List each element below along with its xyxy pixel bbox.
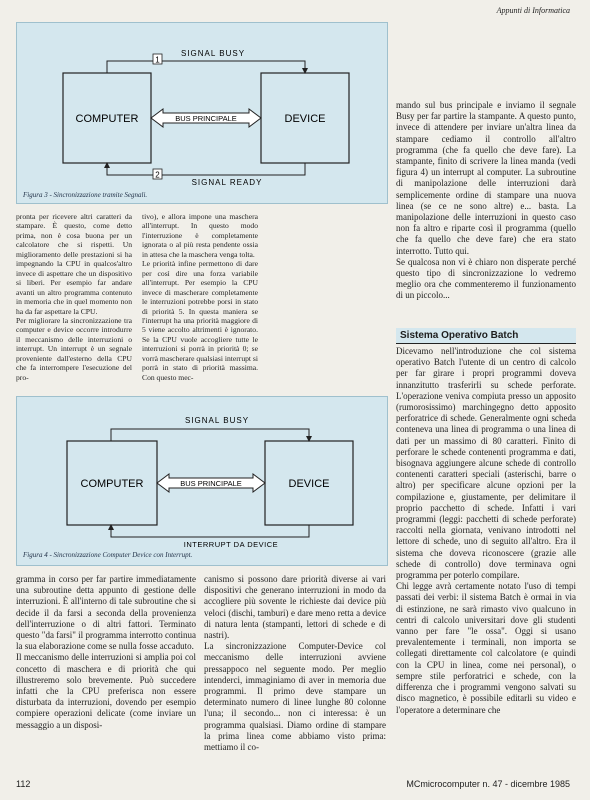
paragraph: Per migliorare la sincronizzazione tra computer e device occorre introdurre il meccanismo delle interruzioni o interrupt. Un interrupt è un segnale proveniente dall'esterno della CPU che fa interrompere l'esecuzione del pro- [16, 315, 132, 382]
busy-line [111, 429, 309, 441]
paragraph: La sincronizzazione Computer-Device col meccanismo delle interruzioni avviene pressappoco nel seguente modo. Per meglio intenderci, immaginiamo di aver in memoria due programmi. Il primo deve stampare un determinato numero di linee lunghe 80 colonne l'una; il secondo... non ci interessa: è un programma qualsiasi. Diamo ordine di stampare la prima linea come abbiamo visto prima: mettiamo il co- [204, 641, 386, 753]
device-label: DEVICE [288, 478, 330, 490]
paragraph: Il meccanismo delle interruzioni si amplia poi col concetto di maschera e di priorità che qui illustreremo solo brevemente. Può succedere infatti che la CPU preferisca non essere disturbata da interruzioni, dovendo per esempio compiere operazioni delicate (come inviare un messaggio a un disposi- [16, 652, 196, 730]
signal-ready-label: SIGNAL READY [191, 178, 263, 187]
bus-label: BUS PRINCIPALE [175, 114, 237, 123]
figure-3 [16, 22, 388, 204]
section-title: Sistema Operativo Batch [396, 328, 576, 344]
ready-line [107, 163, 305, 175]
paragraph: pronta per ricevere altri caratteri da stampare. È questo, come detto prima, non è cosa buona per un calcolatore che si rispetti. Un miglioramento delle prestazioni si ha impegnando la CPU in qualcos'altro invece di aspettare che un dispositivo si liberi. Per esempio far andare avanti un altro programma contenuto in memoria che in quel momento non ha da far aspettare la CPU. [16, 212, 132, 316]
signal-busy-label: SIGNAL BUSY [184, 416, 250, 425]
paragraph: Le priorità infine permettono di dare per così dire una forza variabile all'interrupt. Per esempio la CPU invece di mascherare completamente le interruzioni potrebbe porsi in stato di priorità 5. In questa maniera se l'interrupt ha una priorità maggiore di 5 viene accolto altrimenti è ignorato. Se la CPU vuole accogliere tutte le interruzioni si porrà in priorità 0; se vorrà mascherare qualsiasi interrupt si porrà in stato di priorità massima. Con questo mec- [142, 259, 258, 382]
computer-label: COMPUTER [75, 113, 139, 125]
column-3-upper [396, 100, 576, 302]
column-1-lower [16, 574, 196, 731]
column-1-upper [16, 212, 132, 382]
device-label: DEVICE [284, 113, 326, 125]
figure-4-diagram [17, 397, 389, 567]
paragraph: Dicevamo nell'introduzione che col sistema operativo Batch l'utente di un centro di calcolo per far girare i propri programmi doveva innanzitutto trasferirli su schede perforate. L'operazione veniva compiuta presso un apposito (rumorosissimo) marchingegno detto apposito perforatrice di schede. Generalmente ogni scheda conteneva una linea di programma o una linea di dati per un massimo di 80 caratteri. Finito di perforare le schede contenenti programma e dati, bisognava aggiungere alcune schede di controllo contenenti caratteri speciali (asterischi, barre o altro) per specificare alcune opzioni per la compilazione e, giustamente, per delimitare il proprio pacchetto di schede. Infatti i vari programmi (leggi: pacchetti di schede perforate) raccolti nella giornata, venivano introdotti nel lettore di schede, uno di seguito all'altro. Era il sistema che doveva riconoscere (grazie alle schede di controllo) dove terminava ogni programma per poterlo compilare. [396, 346, 576, 581]
interrupt-line [111, 525, 309, 537]
column-2-upper [142, 212, 258, 382]
column-3-lower [396, 346, 576, 716]
magazine-footer: MCmicrocomputer n. 47 - dicembre 1985 [406, 779, 570, 789]
marker-2: 2 [155, 170, 160, 180]
page-number: 112 [16, 779, 31, 789]
busy-line [107, 61, 305, 73]
paragraph: mando sul bus principale e inviamo il segnale Busy per far partire la stampante. A questo punto, invece di attendere per inviare un'altra linea da stampare cediamo il controllo all'altro programma (che fa quello che deve fare). La stampante, finito di scrivere la linea manda (vedi figura 4) un interrupt al computer. La subroutine di manipolazione delle interruzioni darà semplicemente ordine di stampare una nuova linea (se ce ne sono altre) e... basta. La manipolazione delle interruzioni in questo caso non fa altro e riparte così il programma (quello che fa quello che deve fare) che era stato interrotto. Tutto qui. [396, 100, 576, 256]
running-header: Appunti di Informatica [496, 6, 570, 15]
marker-1: 1 [155, 55, 160, 65]
figure-4 [16, 396, 388, 566]
figure-3-caption: Figura 3 - Sincronizzazione tramite Segnali. [23, 191, 148, 199]
paragraph: tivo), e allora impone una maschera all'interrupt. In questo modo l'interruzione è completamente ignorata o al più resta pendente ossia in attesa che la maschera venga tolta. [142, 212, 258, 259]
interrupt-label: INTERRUPT DA DEVICE [183, 540, 279, 549]
figure-4-caption: Figura 4 - Sincronizzazione Computer Device con Interrupt. [23, 551, 193, 559]
column-2-lower [204, 574, 386, 753]
signal-busy-label: SIGNAL BUSY [180, 49, 246, 58]
figure-3-diagram [17, 23, 389, 205]
paragraph: Se qualcosa non vi è chiaro non disperate perché questo tipo di sincronizzazione lo vedremo meglio ora che commenteremo il funzionamento di un piccolo... [396, 256, 576, 301]
paragraph: Chi legge avrà certamente notato l'uso di tempi passati dei verbi: il sistema Batch è ormai in via di estinzione, ne sarà rimasto vivo qualcuno in centri di calcolo universitari dove gli studenti vanno per fare "le ossa". Oggi si usano prevalentemente i terminali, non importa se collegati direttamente col calcolatore (e quindi con la CPU in linea, come nei personal), o sempre stile perforatrici e schede, con la differenza che i programmi vengono salvati su disco magnetico, è possibile editarli su video e l'operatore a determinare che [396, 581, 576, 715]
paragraph: gramma in corso per far partire immediatamente una subroutine detta appunto di gestione delle interruzioni. È all'interno di tale subroutine che si decide il da farsi a seconda della provenienza dell'interruzione o di altri fattori. Terminato questo "da farsi" il programma interrotto continua la sua elaborazione come se nulla fosse accaduto. [16, 574, 196, 652]
bus-label: BUS PRINCIPALE [180, 479, 242, 488]
paragraph: canismo si possono dare priorità diverse ai vari dispositivi che generano interruzioni in modo da accogliere più sovente le richieste dai device più veloci (dischi, tamburi) e dare meno retta a device di natura lenta (stampanti, lettori di schede e di nastri). [204, 574, 386, 641]
computer-label: COMPUTER [80, 478, 144, 490]
